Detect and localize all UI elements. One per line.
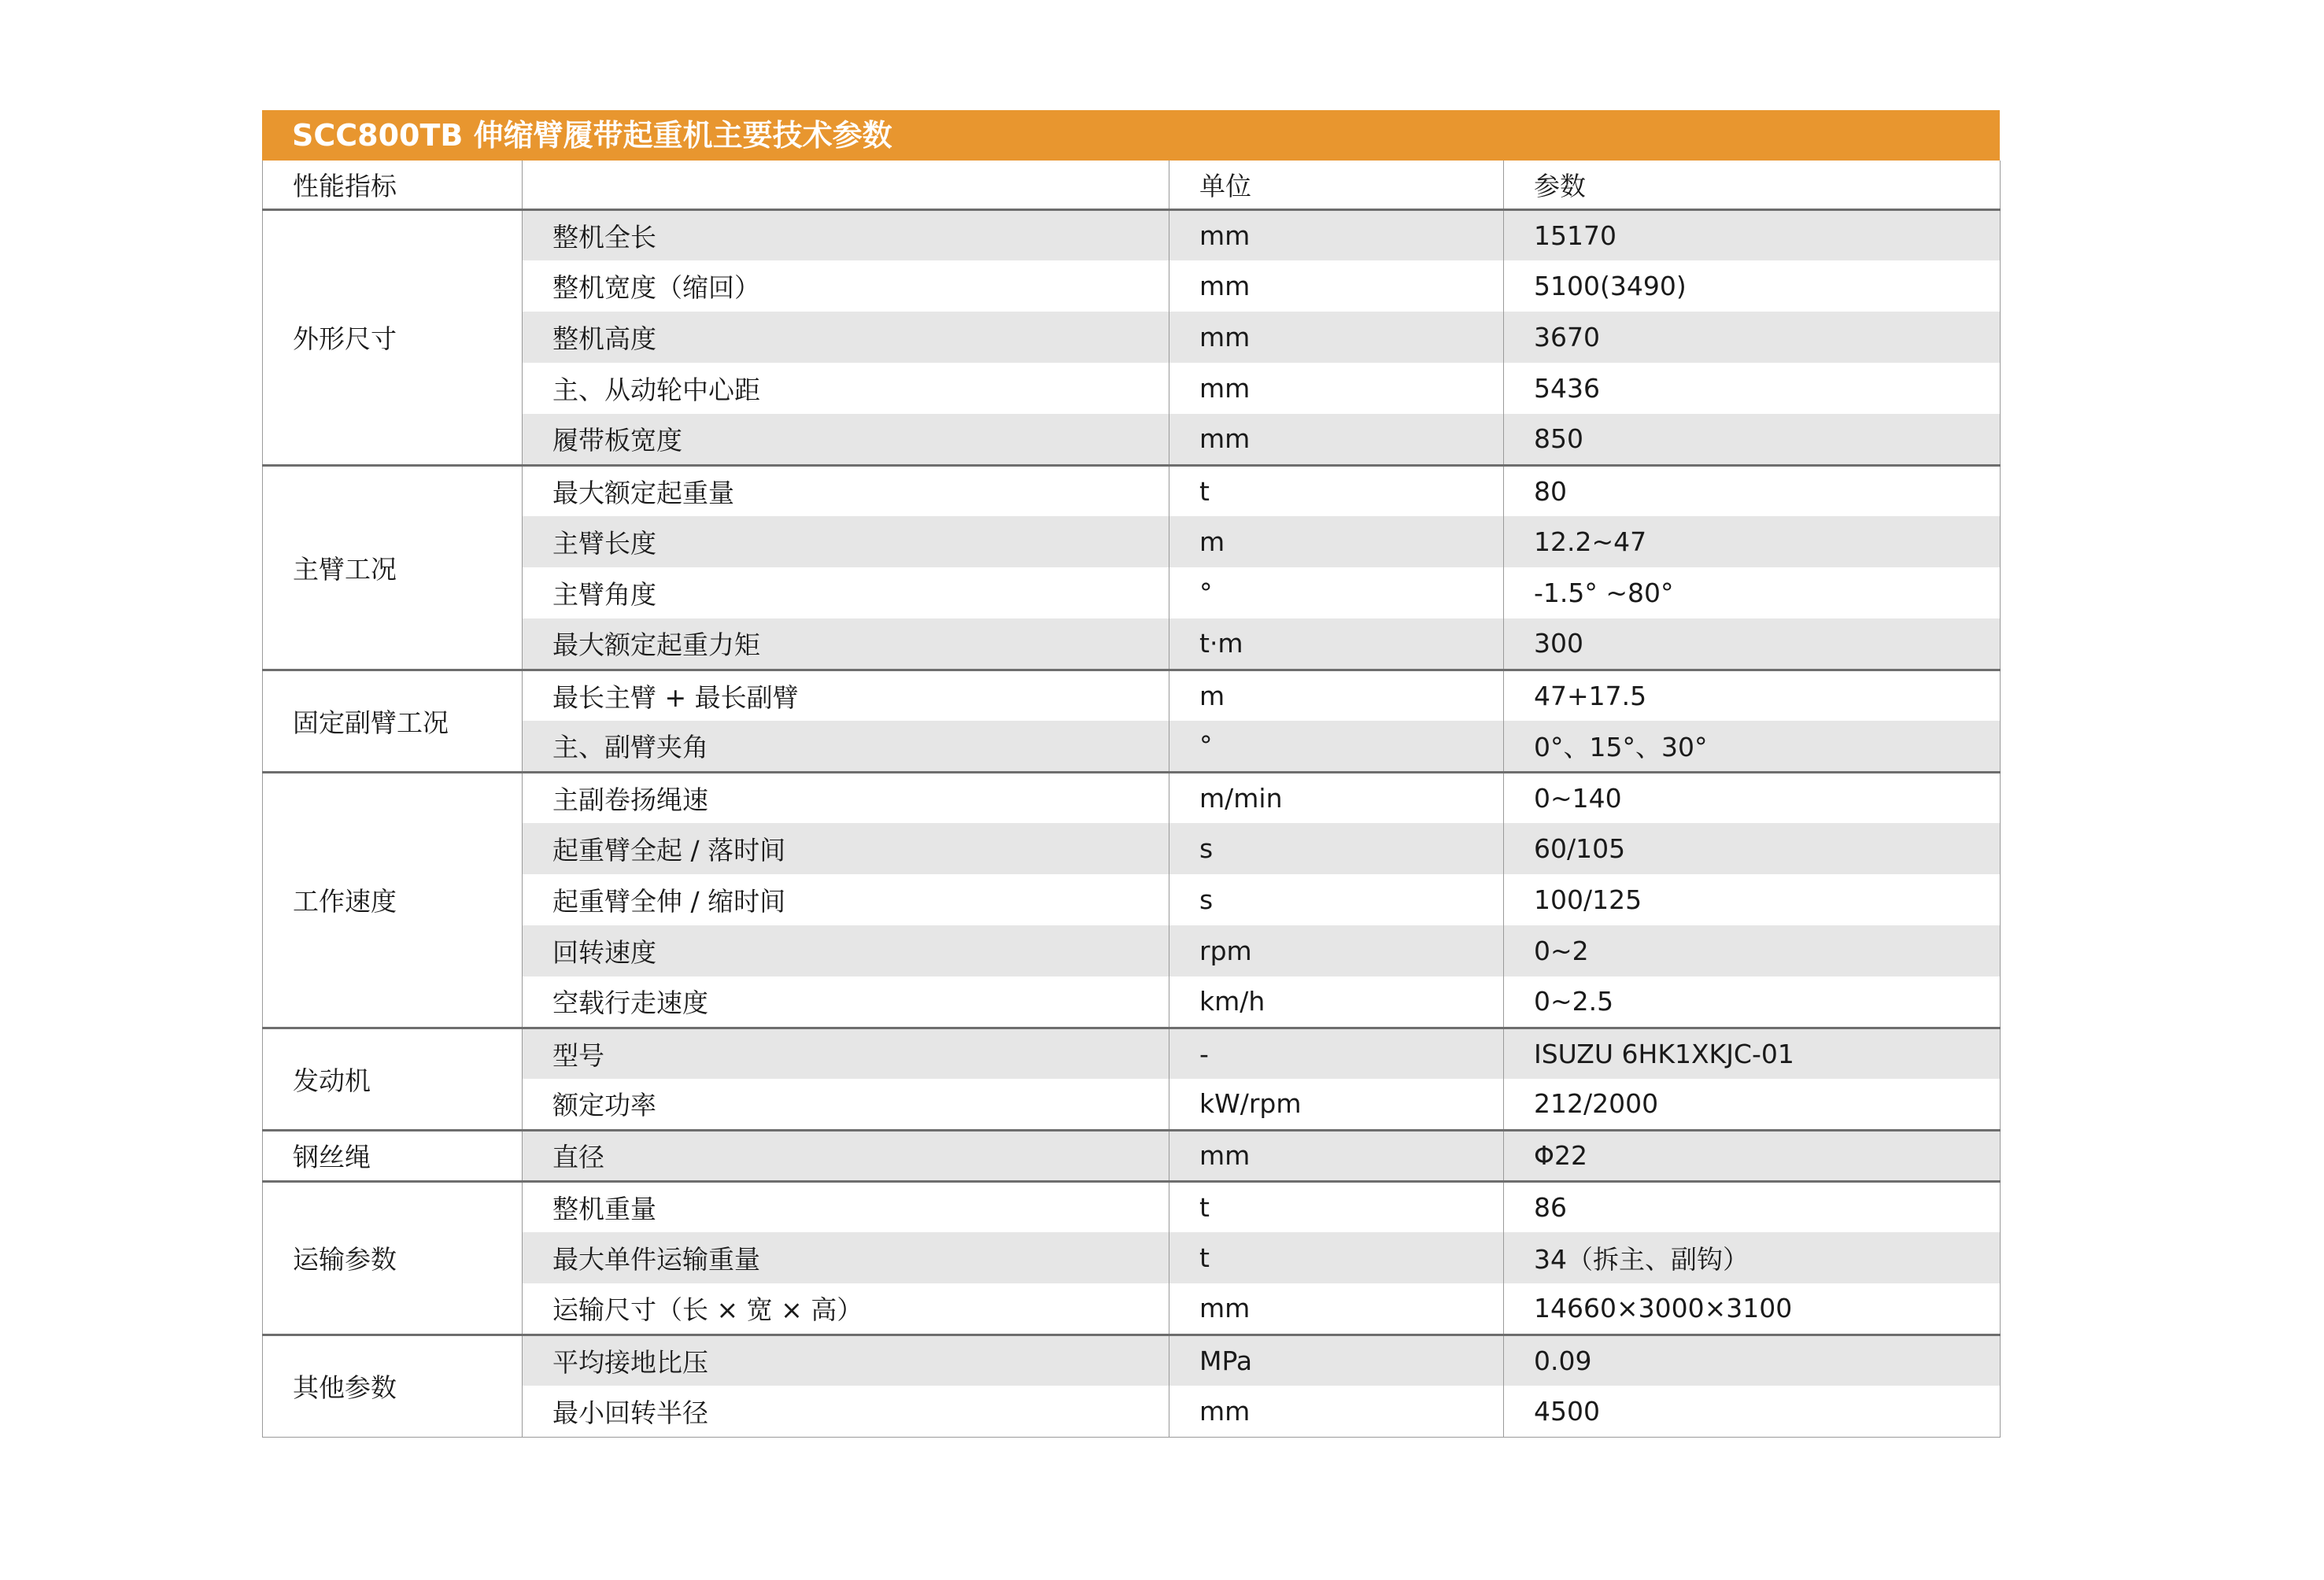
header-value: 参数 bbox=[1504, 161, 2001, 209]
item-name: 型号 bbox=[523, 1028, 1169, 1079]
table-row bbox=[263, 874, 2001, 925]
item-unit: t bbox=[1169, 1181, 1504, 1232]
table-row bbox=[263, 925, 2001, 976]
table-row bbox=[263, 1028, 2001, 1079]
item-value: 0.09 bbox=[1504, 1335, 2001, 1386]
item-value: 4500 bbox=[1504, 1386, 2001, 1437]
item-name: 最大额定起重力矩 bbox=[523, 618, 1169, 670]
item-unit: mm bbox=[1169, 1130, 1504, 1181]
item-name: 最小回转半径 bbox=[523, 1386, 1169, 1437]
item-name: 主副卷扬绳速 bbox=[523, 772, 1169, 823]
table-row bbox=[263, 260, 2001, 312]
table-row bbox=[263, 516, 2001, 567]
item-name: 额定功率 bbox=[523, 1079, 1169, 1130]
item-name: 整机宽度（缩回） bbox=[523, 260, 1169, 312]
item-value: 0~2 bbox=[1504, 925, 2001, 976]
item-unit: s bbox=[1169, 874, 1504, 925]
spec-sheet bbox=[262, 110, 2000, 1438]
item-unit: mm bbox=[1169, 1386, 1504, 1437]
item-unit: mm bbox=[1169, 260, 1504, 312]
item-unit: t bbox=[1169, 465, 1504, 516]
item-name: 运输尺寸（长 × 宽 × 高） bbox=[523, 1283, 1169, 1335]
item-name: 起重臂全伸 / 缩时间 bbox=[523, 874, 1169, 925]
item-unit: mm bbox=[1169, 363, 1504, 414]
item-name: 主、副臂夹角 bbox=[523, 721, 1169, 772]
item-unit: MPa bbox=[1169, 1335, 1504, 1386]
item-name: 主、从动轮中心距 bbox=[523, 363, 1169, 414]
group-label: 其他参数 bbox=[263, 1335, 523, 1437]
item-name: 主臂长度 bbox=[523, 516, 1169, 567]
item-unit: km/h bbox=[1169, 976, 1504, 1028]
item-value: 5100(3490) bbox=[1504, 260, 2001, 312]
item-name: 整机重量 bbox=[523, 1181, 1169, 1232]
group-label: 钢丝绳 bbox=[263, 1130, 523, 1181]
group-label: 固定副臂工况 bbox=[263, 670, 523, 772]
table-row bbox=[263, 363, 2001, 414]
item-value: -1.5° ~80° bbox=[1504, 567, 2001, 618]
table-row bbox=[263, 1130, 2001, 1181]
item-name: 直径 bbox=[523, 1130, 1169, 1181]
header-unit: 单位 bbox=[1169, 161, 1504, 209]
item-name: 主臂角度 bbox=[523, 567, 1169, 618]
table-row bbox=[263, 618, 2001, 670]
header-item bbox=[523, 161, 1169, 209]
item-value: 850 bbox=[1504, 414, 2001, 465]
item-unit: s bbox=[1169, 823, 1504, 874]
item-unit: t·m bbox=[1169, 618, 1504, 670]
table-row bbox=[263, 312, 2001, 363]
item-value: 80 bbox=[1504, 465, 2001, 516]
item-name: 空载行走速度 bbox=[523, 976, 1169, 1028]
table-row bbox=[263, 567, 2001, 618]
header-row bbox=[263, 161, 2001, 209]
item-value: 15170 bbox=[1504, 209, 2001, 260]
table-row bbox=[263, 1283, 2001, 1335]
table-row bbox=[263, 1181, 2001, 1232]
table-title: SCC800TB 伸缩臂履带起重机主要技术参数 bbox=[262, 110, 2000, 161]
group-label: 运输参数 bbox=[263, 1181, 523, 1335]
item-value: 5436 bbox=[1504, 363, 2001, 414]
header-performance-index: 性能指标 bbox=[263, 161, 523, 209]
table-row bbox=[263, 976, 2001, 1028]
item-unit: rpm bbox=[1169, 925, 1504, 976]
item-value: 14660×3000×3100 bbox=[1504, 1283, 2001, 1335]
item-unit: - bbox=[1169, 1028, 1504, 1079]
item-name: 履带板宽度 bbox=[523, 414, 1169, 465]
group-label: 工作速度 bbox=[263, 772, 523, 1028]
table-row bbox=[263, 1232, 2001, 1283]
group-label: 主臂工况 bbox=[263, 465, 523, 670]
item-unit: mm bbox=[1169, 312, 1504, 363]
item-name: 最长主臂 + 最长副臂 bbox=[523, 670, 1169, 721]
table-row bbox=[263, 823, 2001, 874]
table-row bbox=[263, 1335, 2001, 1386]
table-row bbox=[263, 465, 2001, 516]
item-name: 回转速度 bbox=[523, 925, 1169, 976]
table-row bbox=[263, 670, 2001, 721]
table-row bbox=[263, 1079, 2001, 1130]
item-value: 0°、15°、30° bbox=[1504, 721, 2001, 772]
item-name: 整机全长 bbox=[523, 209, 1169, 260]
item-name: 整机高度 bbox=[523, 312, 1169, 363]
item-name: 起重臂全起 / 落时间 bbox=[523, 823, 1169, 874]
group-label: 发动机 bbox=[263, 1028, 523, 1130]
table-row bbox=[263, 721, 2001, 772]
table-row bbox=[263, 772, 2001, 823]
item-value: 86 bbox=[1504, 1181, 2001, 1232]
item-value: 0~2.5 bbox=[1504, 976, 2001, 1028]
item-value: 212/2000 bbox=[1504, 1079, 2001, 1130]
item-value: 3670 bbox=[1504, 312, 2001, 363]
item-unit: ° bbox=[1169, 721, 1504, 772]
item-value: 12.2~47 bbox=[1504, 516, 2001, 567]
item-value: ISUZU 6HK1XKJC-01 bbox=[1504, 1028, 2001, 1079]
item-unit: mm bbox=[1169, 414, 1504, 465]
item-value: 300 bbox=[1504, 618, 2001, 670]
item-name: 最大额定起重量 bbox=[523, 465, 1169, 516]
item-unit: ° bbox=[1169, 567, 1504, 618]
item-value: 60/105 bbox=[1504, 823, 2001, 874]
item-unit: t bbox=[1169, 1232, 1504, 1283]
item-value: 34（拆主、副钩） bbox=[1504, 1232, 2001, 1283]
item-unit: m bbox=[1169, 670, 1504, 721]
item-unit: mm bbox=[1169, 209, 1504, 260]
item-value: 100/125 bbox=[1504, 874, 2001, 925]
item-name: 最大单件运输重量 bbox=[523, 1232, 1169, 1283]
table-row bbox=[263, 1386, 2001, 1437]
item-value: Φ22 bbox=[1504, 1130, 2001, 1181]
item-unit: m bbox=[1169, 516, 1504, 567]
group-label: 外形尺寸 bbox=[263, 209, 523, 465]
item-unit: m/min bbox=[1169, 772, 1504, 823]
item-unit: kW/rpm bbox=[1169, 1079, 1504, 1130]
item-value: 0~140 bbox=[1504, 772, 2001, 823]
item-unit: mm bbox=[1169, 1283, 1504, 1335]
spec-table bbox=[262, 161, 2001, 1438]
spec-table-body bbox=[263, 209, 2001, 1437]
item-name: 平均接地比压 bbox=[523, 1335, 1169, 1386]
table-row bbox=[263, 209, 2001, 260]
item-value: 47+17.5 bbox=[1504, 670, 2001, 721]
table-row bbox=[263, 414, 2001, 465]
